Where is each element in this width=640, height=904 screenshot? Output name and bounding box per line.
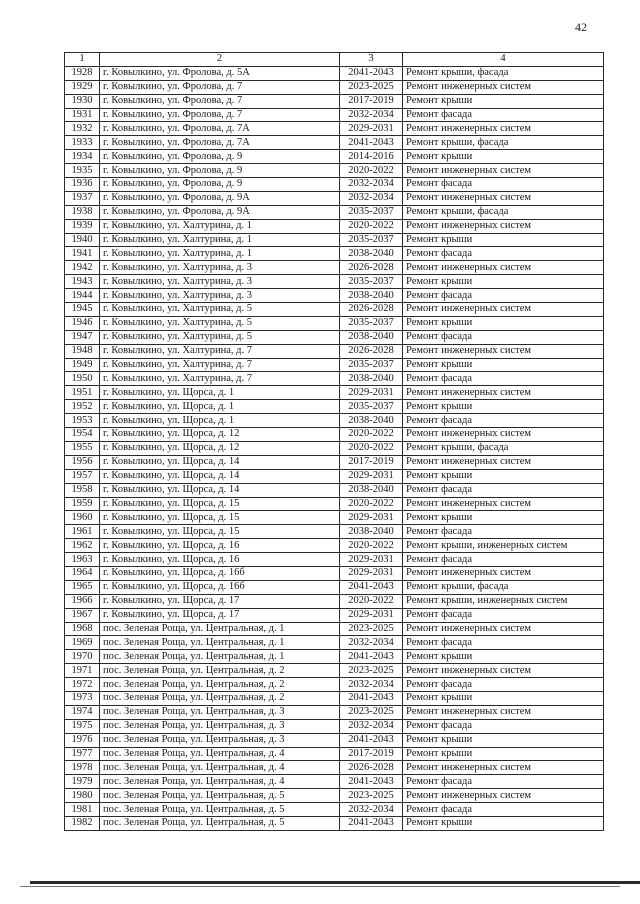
row-work-type: Ремонт инженерных систем <box>403 622 604 636</box>
row-period: 2038-2040 <box>340 525 403 539</box>
table-row <box>65 455 604 469</box>
row-number: 1930 <box>65 94 100 108</box>
row-period: 2029-2031 <box>340 566 403 580</box>
row-address: г. Ковылкино, ул. Фролова, д. 7 <box>100 108 340 122</box>
row-period: 2035-2037 <box>340 400 403 414</box>
row-period: 2029-2031 <box>340 511 403 525</box>
row-address: г. Ковылкино, ул. Халтурина, д. 3 <box>100 261 340 275</box>
row-period: 2032-2034 <box>340 719 403 733</box>
table-row <box>65 303 604 317</box>
table-row <box>65 386 604 400</box>
table-row <box>65 136 604 150</box>
row-number: 1939 <box>65 219 100 233</box>
row-address: г. Ковылкино, ул. Щорса, д. 12 <box>100 428 340 442</box>
row-address: г. Ковылкино, ул. Халтурина, д. 1 <box>100 219 340 233</box>
row-number: 1969 <box>65 636 100 650</box>
table-row <box>65 372 604 386</box>
row-work-type: Ремонт инженерных систем <box>403 761 604 775</box>
row-work-type: Ремонт фасада <box>403 775 604 789</box>
table-row <box>65 664 604 678</box>
row-work-type: Ремонт фасада <box>403 108 604 122</box>
row-work-type: Ремонт фасада <box>403 803 604 817</box>
table-row <box>65 247 604 261</box>
row-address: пос. Зеленая Роща, ул. Центральная, д. 1 <box>100 650 340 664</box>
row-work-type: Ремонт фасада <box>403 247 604 261</box>
row-period: 2026-2028 <box>340 261 403 275</box>
table-row <box>65 219 604 233</box>
row-work-type: Ремонт инженерных систем <box>403 705 604 719</box>
row-number: 1929 <box>65 80 100 94</box>
row-work-type: Ремонт инженерных систем <box>403 428 604 442</box>
row-work-type: Ремонт инженерных систем <box>403 455 604 469</box>
row-address: пос. Зеленая Роща, ул. Центральная, д. 3 <box>100 733 340 747</box>
row-work-type: Ремонт крыши <box>403 358 604 372</box>
table-row <box>65 344 604 358</box>
row-period: 2026-2028 <box>340 761 403 775</box>
row-address: г. Ковылкино, ул. Фролова, д. 9А <box>100 191 340 205</box>
row-period: 2035-2037 <box>340 205 403 219</box>
table-row <box>65 761 604 775</box>
row-address: г. Ковылкино, ул. Халтурина, д. 7 <box>100 358 340 372</box>
row-address: г. Ковылкино, ул. Халтурина, д. 1 <box>100 247 340 261</box>
row-period: 2020-2022 <box>340 539 403 553</box>
row-work-type: Ремонт фасада <box>403 414 604 428</box>
row-work-type: Ремонт крыши, фасада <box>403 136 604 150</box>
row-period: 2020-2022 <box>340 594 403 608</box>
row-period: 2014-2016 <box>340 150 403 164</box>
row-work-type: Ремонт крыши, фасада <box>403 66 604 80</box>
row-period: 2032-2034 <box>340 108 403 122</box>
row-period: 2035-2037 <box>340 233 403 247</box>
row-number: 1970 <box>65 650 100 664</box>
row-number: 1936 <box>65 178 100 192</box>
row-period: 2017-2019 <box>340 455 403 469</box>
row-work-type: Ремонт фасада <box>403 525 604 539</box>
row-period: 2038-2040 <box>340 372 403 386</box>
row-address: г. Ковылкино, ул. Халтурина, д. 1 <box>100 233 340 247</box>
row-number: 1971 <box>65 664 100 678</box>
table-row <box>65 511 604 525</box>
row-work-type: Ремонт инженерных систем <box>403 386 604 400</box>
row-number: 1938 <box>65 205 100 219</box>
row-address: пос. Зеленая Роща, ул. Центральная, д. 4 <box>100 775 340 789</box>
row-address: г. Ковылкино, ул. Халтурина, д. 7 <box>100 372 340 386</box>
row-work-type: Ремонт фасада <box>403 289 604 303</box>
row-address: пос. Зеленая Роща, ул. Центральная, д. 3 <box>100 719 340 733</box>
row-period: 2041-2043 <box>340 733 403 747</box>
table-row <box>65 566 604 580</box>
row-period: 2032-2034 <box>340 678 403 692</box>
row-period: 2029-2031 <box>340 122 403 136</box>
header-row <box>65 53 604 67</box>
row-work-type: Ремонт инженерных систем <box>403 566 604 580</box>
row-address: пос. Зеленая Роща, ул. Центральная, д. 5 <box>100 803 340 817</box>
row-number: 1940 <box>65 233 100 247</box>
row-number: 1937 <box>65 191 100 205</box>
table-row <box>65 525 604 539</box>
row-work-type: Ремонт крыши, фасада <box>403 580 604 594</box>
table-row <box>65 400 604 414</box>
table-row <box>65 80 604 94</box>
header-cell-period: 3 <box>340 53 403 67</box>
row-work-type: Ремонт крыши <box>403 747 604 761</box>
row-address: г. Ковылкино, ул. Щорса, д. 14 <box>100 469 340 483</box>
row-address: г. Ковылкино, ул. Щорса, д. 15 <box>100 497 340 511</box>
table-row <box>65 650 604 664</box>
row-number: 1942 <box>65 261 100 275</box>
row-address: пос. Зеленая Роща, ул. Центральная, д. 5 <box>100 789 340 803</box>
row-number: 1948 <box>65 344 100 358</box>
row-number: 1953 <box>65 414 100 428</box>
row-number: 1977 <box>65 747 100 761</box>
row-period: 2038-2040 <box>340 289 403 303</box>
row-address: г. Ковылкино, ул. Щорса, д. 15 <box>100 525 340 539</box>
row-number: 1975 <box>65 719 100 733</box>
table-row <box>65 261 604 275</box>
row-address: пос. Зеленая Роща, ул. Центральная, д. 1 <box>100 636 340 650</box>
scan-edge-line-thin <box>20 886 620 887</box>
registry-table <box>64 52 604 831</box>
row-work-type: Ремонт крыши, фасада <box>403 441 604 455</box>
row-address: г. Ковылкино, ул. Халтурина, д. 7 <box>100 344 340 358</box>
row-work-type: Ремонт крыши <box>403 691 604 705</box>
table-row <box>65 580 604 594</box>
table-row <box>65 608 604 622</box>
row-work-type: Ремонт крыши <box>403 816 604 830</box>
row-work-type: Ремонт фасада <box>403 330 604 344</box>
row-address: г. Ковылкино, ул. Щорса, д. 16 <box>100 539 340 553</box>
row-address: пос. Зеленая Роща, ул. Центральная, д. 2 <box>100 664 340 678</box>
row-work-type: Ремонт фасада <box>403 608 604 622</box>
row-address: г. Ковылкино, ул. Щорса, д. 1 <box>100 386 340 400</box>
table-row <box>65 66 604 80</box>
row-work-type: Ремонт инженерных систем <box>403 664 604 678</box>
row-work-type: Ремонт крыши <box>403 233 604 247</box>
row-work-type: Ремонт фасада <box>403 678 604 692</box>
row-work-type: Ремонт фасада <box>403 483 604 497</box>
row-address: г. Ковылкино, ул. Халтурина, д. 5 <box>100 303 340 317</box>
table-row <box>65 289 604 303</box>
table-row <box>65 122 604 136</box>
table-row <box>65 358 604 372</box>
row-number: 1950 <box>65 372 100 386</box>
row-work-type: Ремонт фасада <box>403 372 604 386</box>
row-period: 2041-2043 <box>340 816 403 830</box>
page-number: 42 <box>575 20 587 34</box>
row-number: 1974 <box>65 705 100 719</box>
row-period: 2020-2022 <box>340 497 403 511</box>
row-number: 1935 <box>65 164 100 178</box>
row-number: 1963 <box>65 553 100 567</box>
table-row <box>65 205 604 219</box>
row-address: г. Ковылкино, ул. Щорса, д. 16б <box>100 580 340 594</box>
table-row <box>65 691 604 705</box>
row-number: 1976 <box>65 733 100 747</box>
row-address: г. Ковылкино, ул. Фролова, д. 5А <box>100 66 340 80</box>
row-number: 1945 <box>65 303 100 317</box>
row-number: 1962 <box>65 539 100 553</box>
row-number: 1978 <box>65 761 100 775</box>
row-work-type: Ремонт инженерных систем <box>403 80 604 94</box>
row-work-type: Ремонт крыши <box>403 511 604 525</box>
row-work-type: Ремонт крыши <box>403 469 604 483</box>
row-address: г. Ковылкино, ул. Фролова, д. 9 <box>100 178 340 192</box>
row-address: г. Ковылкино, ул. Фролова, д. 7 <box>100 80 340 94</box>
row-work-type: Ремонт инженерных систем <box>403 303 604 317</box>
table-row <box>65 803 604 817</box>
table-row <box>65 428 604 442</box>
row-address: г. Ковылкино, ул. Щорса, д. 15 <box>100 511 340 525</box>
row-work-type: Ремонт крыши, инженерных систем <box>403 594 604 608</box>
table-row <box>65 94 604 108</box>
table-row <box>65 441 604 455</box>
table-row <box>65 178 604 192</box>
row-period: 2038-2040 <box>340 483 403 497</box>
row-work-type: Ремонт крыши <box>403 400 604 414</box>
row-work-type: Ремонт инженерных систем <box>403 261 604 275</box>
header-cell-work: 4 <box>403 53 604 67</box>
row-period: 2023-2025 <box>340 664 403 678</box>
table-header <box>65 53 604 67</box>
row-address: пос. Зеленая Роща, ул. Центральная, д. 4 <box>100 761 340 775</box>
row-address: пос. Зеленая Роща, ул. Центральная, д. 3 <box>100 705 340 719</box>
row-work-type: Ремонт инженерных систем <box>403 344 604 358</box>
table-row <box>65 483 604 497</box>
table-row <box>65 316 604 330</box>
row-period: 2026-2028 <box>340 344 403 358</box>
row-number: 1943 <box>65 275 100 289</box>
row-work-type: Ремонт крыши <box>403 275 604 289</box>
row-address: г. Ковылкино, ул. Щорса, д. 16б <box>100 566 340 580</box>
row-period: 2032-2034 <box>340 636 403 650</box>
row-work-type: Ремонт крыши <box>403 150 604 164</box>
row-period: 2041-2043 <box>340 580 403 594</box>
row-address: г. Ковылкино, ул. Фролова, д. 7 <box>100 94 340 108</box>
row-number: 1954 <box>65 428 100 442</box>
row-number: 1961 <box>65 525 100 539</box>
row-number: 1981 <box>65 803 100 817</box>
row-address: пос. Зеленая Роща, ул. Центральная, д. 4 <box>100 747 340 761</box>
row-period: 2017-2019 <box>340 747 403 761</box>
row-period: 2023-2025 <box>340 789 403 803</box>
row-period: 2029-2031 <box>340 608 403 622</box>
row-number: 1951 <box>65 386 100 400</box>
row-work-type: Ремонт инженерных систем <box>403 497 604 511</box>
row-number: 1965 <box>65 580 100 594</box>
row-number: 1966 <box>65 594 100 608</box>
row-number: 1933 <box>65 136 100 150</box>
row-number: 1955 <box>65 441 100 455</box>
row-period: 2023-2025 <box>340 705 403 719</box>
table-row <box>65 191 604 205</box>
row-work-type: Ремонт инженерных систем <box>403 164 604 178</box>
table-row <box>65 816 604 830</box>
row-period: 2029-2031 <box>340 553 403 567</box>
row-period: 2035-2037 <box>340 316 403 330</box>
table-row <box>65 553 604 567</box>
row-work-type: Ремонт инженерных систем <box>403 789 604 803</box>
row-address: г. Ковылкино, ул. Халтурина, д. 3 <box>100 289 340 303</box>
row-period: 2017-2019 <box>340 94 403 108</box>
row-number: 1932 <box>65 122 100 136</box>
row-period: 2023-2025 <box>340 622 403 636</box>
row-number: 1960 <box>65 511 100 525</box>
row-work-type: Ремонт крыши, инженерных систем <box>403 539 604 553</box>
row-number: 1973 <box>65 691 100 705</box>
header-cell-address: 2 <box>100 53 340 67</box>
row-address: г. Ковылкино, ул. Щорса, д. 1 <box>100 400 340 414</box>
row-address: пос. Зеленая Роща, ул. Центральная, д. 1 <box>100 622 340 636</box>
row-period: 2026-2028 <box>340 303 403 317</box>
row-period: 2041-2043 <box>340 66 403 80</box>
row-work-type: Ремонт крыши, фасада <box>403 205 604 219</box>
table-row <box>65 719 604 733</box>
row-address: пос. Зеленая Роща, ул. Центральная, д. 5 <box>100 816 340 830</box>
row-number: 1944 <box>65 289 100 303</box>
row-address: г. Ковылкино, ул. Щорса, д. 14 <box>100 455 340 469</box>
table-body <box>65 66 604 830</box>
row-period: 2038-2040 <box>340 414 403 428</box>
row-address: г. Ковылкино, ул. Щорса, д. 12 <box>100 441 340 455</box>
row-number: 1952 <box>65 400 100 414</box>
row-number: 1957 <box>65 469 100 483</box>
row-period: 2035-2037 <box>340 275 403 289</box>
row-period: 2032-2034 <box>340 178 403 192</box>
row-number: 1956 <box>65 455 100 469</box>
row-number: 1958 <box>65 483 100 497</box>
table-row <box>65 330 604 344</box>
row-period: 2020-2022 <box>340 164 403 178</box>
table-row <box>65 678 604 692</box>
table-row <box>65 469 604 483</box>
row-address: г. Ковылкино, ул. Халтурина, д. 5 <box>100 316 340 330</box>
row-period: 2038-2040 <box>340 330 403 344</box>
row-work-type: Ремонт крыши <box>403 316 604 330</box>
table-row <box>65 150 604 164</box>
table-row <box>65 789 604 803</box>
row-number: 1928 <box>65 66 100 80</box>
row-address: г. Ковылкино, ул. Щорса, д. 1 <box>100 414 340 428</box>
table-row <box>65 733 604 747</box>
row-address: г. Ковылкино, ул. Фролова, д. 9 <box>100 150 340 164</box>
row-work-type: Ремонт фасада <box>403 636 604 650</box>
row-address: пос. Зеленая Роща, ул. Центральная, д. 2 <box>100 678 340 692</box>
row-number: 1949 <box>65 358 100 372</box>
row-address: г. Ковылкино, ул. Щорса, д. 17 <box>100 594 340 608</box>
table-row <box>65 705 604 719</box>
table-row <box>65 164 604 178</box>
table-row <box>65 233 604 247</box>
row-period: 2020-2022 <box>340 441 403 455</box>
row-work-type: Ремонт инженерных систем <box>403 219 604 233</box>
row-address: г. Ковылкино, ул. Халтурина, д. 3 <box>100 275 340 289</box>
row-number: 1982 <box>65 816 100 830</box>
row-address: г. Ковылкино, ул. Щорса, д. 17 <box>100 608 340 622</box>
row-period: 2041-2043 <box>340 136 403 150</box>
table-row <box>65 636 604 650</box>
row-period: 2038-2040 <box>340 247 403 261</box>
row-period: 2029-2031 <box>340 386 403 400</box>
row-work-type: Ремонт фасада <box>403 178 604 192</box>
row-work-type: Ремонт инженерных систем <box>403 191 604 205</box>
header-cell-number: 1 <box>65 53 100 67</box>
row-number: 1934 <box>65 150 100 164</box>
row-number: 1972 <box>65 678 100 692</box>
table-row <box>65 775 604 789</box>
row-work-type: Ремонт крыши <box>403 650 604 664</box>
row-work-type: Ремонт инженерных систем <box>403 122 604 136</box>
row-period: 2041-2043 <box>340 775 403 789</box>
row-address: г. Ковылкино, ул. Фролова, д. 7А <box>100 136 340 150</box>
row-period: 2035-2037 <box>340 358 403 372</box>
table-row <box>65 747 604 761</box>
row-work-type: Ремонт крыши <box>403 733 604 747</box>
row-address: пос. Зеленая Роща, ул. Центральная, д. 2 <box>100 691 340 705</box>
row-number: 1968 <box>65 622 100 636</box>
row-number: 1946 <box>65 316 100 330</box>
row-period: 2041-2043 <box>340 650 403 664</box>
row-period: 2020-2022 <box>340 219 403 233</box>
row-number: 1941 <box>65 247 100 261</box>
row-number: 1980 <box>65 789 100 803</box>
row-address: г. Ковылкино, ул. Щорса, д. 14 <box>100 483 340 497</box>
table-row <box>65 108 604 122</box>
table-row <box>65 414 604 428</box>
row-address: г. Ковылкино, ул. Халтурина, д. 5 <box>100 330 340 344</box>
row-address: г. Ковылкино, ул. Фролова, д. 9А <box>100 205 340 219</box>
scan-edge-line <box>30 881 640 884</box>
row-number: 1931 <box>65 108 100 122</box>
row-work-type: Ремонт крыши <box>403 94 604 108</box>
row-address: г. Ковылкино, ул. Фролова, д. 9 <box>100 164 340 178</box>
table-row <box>65 275 604 289</box>
row-period: 2041-2043 <box>340 691 403 705</box>
row-number: 1979 <box>65 775 100 789</box>
table-row <box>65 497 604 511</box>
row-number: 1967 <box>65 608 100 622</box>
table-row <box>65 622 604 636</box>
row-address: г. Ковылкино, ул. Щорса, д. 16 <box>100 553 340 567</box>
row-work-type: Ремонт фасада <box>403 553 604 567</box>
row-period: 2029-2031 <box>340 469 403 483</box>
row-period: 2032-2034 <box>340 803 403 817</box>
row-period: 2020-2022 <box>340 428 403 442</box>
row-number: 1964 <box>65 566 100 580</box>
table-row <box>65 539 604 553</box>
table-row <box>65 594 604 608</box>
row-work-type: Ремонт фасада <box>403 719 604 733</box>
row-period: 2023-2025 <box>340 80 403 94</box>
row-address: г. Ковылкино, ул. Фролова, д. 7А <box>100 122 340 136</box>
row-number: 1947 <box>65 330 100 344</box>
row-number: 1959 <box>65 497 100 511</box>
row-period: 2032-2034 <box>340 191 403 205</box>
